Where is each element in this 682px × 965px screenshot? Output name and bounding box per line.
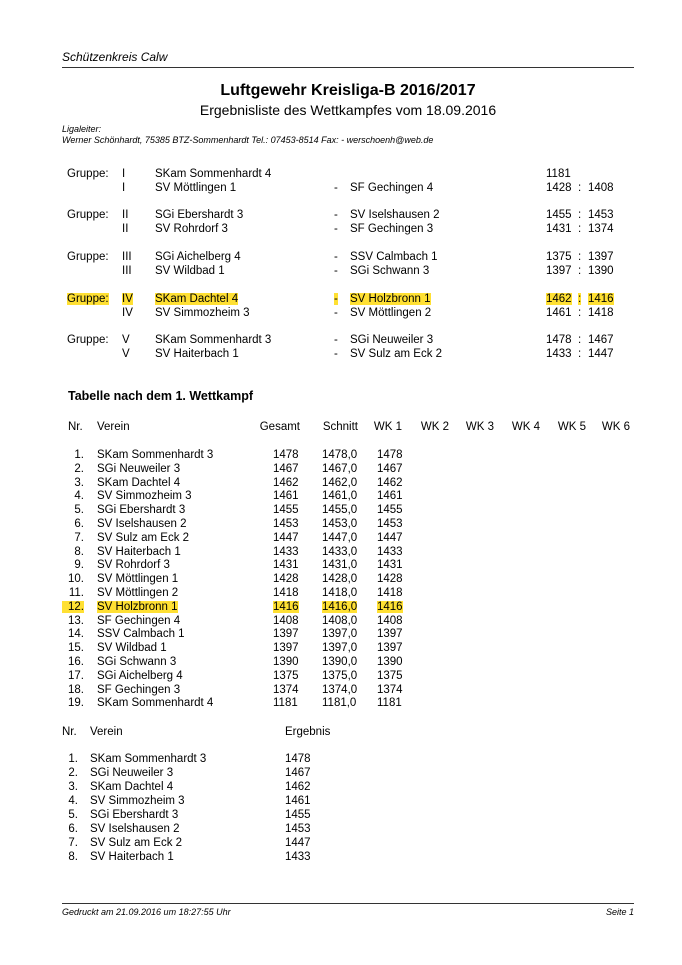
group-number: V: [122, 348, 130, 360]
average-score: 1418,0: [322, 587, 358, 599]
home-score: 1431: [546, 223, 572, 235]
page-title: Luftgewehr Kreisliga-B 2016/2017: [220, 82, 476, 99]
table1-header-cell: WK 1: [373, 421, 402, 433]
home-team: SV Haiterbach 1: [155, 348, 239, 360]
club-name: SF Gechingen 3: [97, 683, 181, 696]
total-score: 1428: [273, 573, 299, 586]
pairing-dash: -: [334, 182, 338, 194]
club-name: SV Simmozheim 3: [90, 795, 185, 807]
away-score: 1453: [588, 209, 614, 221]
club-name: SV Möttlingen 2: [97, 587, 179, 599]
pairing-dash: -: [334, 334, 338, 346]
home-team: SKam Sommenhardt 3: [155, 334, 272, 346]
average-score: 1374,0: [322, 683, 358, 696]
total-score: 1397: [273, 628, 299, 641]
score-separator: :: [578, 182, 582, 194]
rank-number: 6.: [68, 823, 78, 835]
club-name: SV Simmozheim 3: [97, 490, 192, 503]
group-number: II: [122, 223, 129, 235]
away-team: SF Gechingen 3: [350, 223, 434, 235]
result-score: 1461: [285, 795, 311, 807]
club-name: SGi Ebershardt 3: [90, 809, 179, 821]
average-score: 1428,0: [322, 573, 358, 586]
away-team: SF Gechingen 4: [350, 182, 434, 194]
away-team: SV Holzbronn 1: [350, 293, 431, 305]
home-team: SV Möttlingen 1: [155, 182, 237, 194]
away-score: 1416: [588, 293, 614, 305]
total-score: 1447: [273, 531, 299, 544]
rank-number: 16.: [68, 656, 84, 668]
average-score: 1455,0: [322, 504, 358, 517]
wk1-score: 1374: [377, 683, 403, 696]
result-score: 1467: [285, 767, 311, 779]
total-score: 1181: [273, 697, 298, 710]
average-score: 1390,0: [322, 656, 358, 668]
group-number: II: [122, 209, 129, 221]
rank-number: 17.: [68, 669, 84, 682]
home-score: 1455: [546, 209, 572, 221]
group-number: I: [122, 182, 126, 194]
rank-number: 6.: [74, 518, 84, 530]
total-score: 1455: [273, 504, 299, 517]
table1-header-cell: Nr.: [68, 421, 83, 433]
average-score: 1478,0: [322, 449, 358, 461]
wk1-score: 1418: [377, 587, 403, 599]
club-name: SF Gechingen 4: [97, 614, 181, 627]
away-score: 1408: [588, 182, 614, 194]
total-score: 1462: [273, 476, 299, 489]
wk1-score: 1433: [377, 545, 403, 558]
result-score: 1455: [285, 809, 311, 821]
total-score: 1408: [273, 614, 299, 627]
result-score: 1462: [285, 781, 311, 793]
pairing-dash: -: [334, 348, 338, 360]
printed-date: Gedruckt am 21.09.2016 um 18:27:55 Uhr: [62, 907, 231, 917]
average-score: 1447,0: [322, 531, 358, 544]
average-score: 1416,0: [322, 600, 358, 613]
total-score: 1418: [273, 587, 299, 599]
home-score: 1375: [546, 251, 572, 263]
leader-label: Ligaleiter:: [62, 124, 102, 134]
table1-header-cell: WK 6: [601, 421, 630, 433]
away-score: 1374: [588, 223, 614, 235]
club-name: SV Sulz am Eck 2: [97, 531, 190, 544]
score-separator: :: [578, 223, 582, 235]
table1-heading: Tabelle nach dem 1. Wettkampf: [68, 389, 254, 403]
pairing-dash: -: [334, 209, 338, 221]
home-score: 1428: [546, 182, 572, 194]
pairing-dash: -: [334, 307, 338, 319]
home-score: 1397: [546, 265, 572, 277]
score-separator: :: [578, 265, 582, 277]
table1-header-cell: WK 3: [465, 421, 494, 433]
table1-header-cell: WK 4: [511, 421, 540, 433]
group-number: IV: [122, 307, 133, 319]
home-score: 1478: [546, 334, 572, 346]
group-label: Gruppe:: [67, 334, 109, 346]
club-name: SGi Ebershardt 3: [97, 504, 186, 517]
average-score: 1397,0: [322, 642, 358, 655]
club-name: SGi Neuweiler 3: [97, 462, 181, 475]
club-name: SV Holzbronn 1: [97, 600, 178, 613]
home-team: SV Simmozheim 3: [155, 307, 250, 319]
rank-number: 19.: [68, 697, 84, 710]
wk1-score: 1447: [377, 531, 403, 544]
club-name: SV Iselshausen 2: [90, 823, 180, 835]
wk1-score: 1375: [377, 669, 403, 682]
home-team: SGi Aichelberg 4: [155, 251, 241, 263]
group-number: IV: [122, 293, 133, 305]
group-number: I: [122, 168, 126, 180]
home-team: SKam Sommenhardt 4: [155, 168, 272, 180]
pairing-dash: -: [334, 251, 338, 263]
club-name: SKam Sommenhardt 3: [90, 753, 207, 765]
rank-number: 2.: [74, 462, 84, 475]
wk1-score: 1461: [377, 490, 403, 503]
total-score: 1390: [273, 656, 299, 668]
away-score: 1447: [588, 348, 614, 360]
away-team: SSV Calmbach 1: [350, 251, 438, 263]
club-name: SKam Sommenhardt 4: [97, 697, 214, 710]
rank-number: 3.: [74, 476, 84, 489]
average-score: 1431,0: [322, 559, 358, 572]
score-separator: :: [578, 251, 582, 263]
wk1-score: 1428: [377, 573, 403, 586]
club-name: SGi Neuweiler 3: [90, 767, 174, 779]
home-team: SGi Ebershardt 3: [155, 209, 244, 221]
club-name: SGi Schwann 3: [97, 656, 177, 668]
org-name: Schützenkreis Calw: [62, 50, 168, 64]
rank-number: 1.: [68, 753, 78, 765]
club-name: SV Rohrdorf 3: [97, 559, 170, 572]
pairing-dash: -: [334, 293, 338, 305]
club-name: SKam Sommenhardt 3: [97, 449, 214, 461]
club-name: SGi Aichelberg 4: [97, 669, 183, 682]
away-score: 1467: [588, 334, 614, 346]
total-score: 1374: [273, 683, 299, 696]
wk1-score: 1462: [377, 476, 403, 489]
club-name: SV Wildbad 1: [97, 642, 167, 655]
home-score: 1181: [546, 168, 571, 180]
average-score: 1181,0: [322, 697, 357, 710]
average-score: 1467,0: [322, 462, 358, 475]
home-team: SV Rohrdorf 3: [155, 223, 228, 235]
wk1-score: 1397: [377, 628, 403, 641]
average-score: 1375,0: [322, 669, 358, 682]
result-score: 1447: [285, 837, 311, 849]
total-score: 1461: [273, 490, 299, 503]
away-team: SGi Schwann 3: [350, 265, 430, 277]
total-score: 1478: [273, 449, 299, 461]
club-name: SV Sulz am Eck 2: [90, 837, 183, 849]
score-separator: :: [578, 348, 582, 360]
total-score: 1453: [273, 518, 299, 530]
away-team: SGi Neuweiler 3: [350, 334, 434, 346]
group-label: Gruppe:: [67, 209, 109, 221]
rank-number: 18.: [68, 683, 84, 696]
score-separator: :: [578, 307, 582, 319]
rank-number: 7.: [68, 837, 78, 849]
away-score: 1397: [588, 251, 614, 263]
table1-header-cell: Gesamt: [259, 421, 300, 433]
rank-number: 1.: [74, 449, 84, 461]
result-score: 1478: [285, 753, 311, 765]
club-name: SV Haiterbach 1: [90, 851, 174, 863]
rank-number: 14.: [68, 628, 84, 641]
rank-number: 3.: [68, 781, 78, 793]
rank-number: 10.: [68, 573, 84, 586]
wk1-score: 1181: [377, 697, 402, 710]
club-name: SKam Dachtel 4: [97, 476, 181, 489]
group-number: III: [122, 251, 132, 263]
wk1-score: 1390: [377, 656, 403, 668]
table1-header-cell: Verein: [97, 421, 130, 433]
club-name: SSV Calmbach 1: [97, 628, 185, 641]
table2-header-cell: Verein: [90, 726, 123, 738]
home-score: 1462: [546, 293, 572, 305]
wk1-score: 1455: [377, 504, 403, 517]
rank-number: 4.: [74, 490, 84, 503]
rank-number: 9.: [74, 559, 84, 572]
wk1-score: 1453: [377, 518, 403, 530]
rank-number: 4.: [68, 795, 78, 807]
table2-header-cell: Nr.: [62, 726, 77, 738]
away-team: SV Sulz am Eck 2: [350, 348, 443, 360]
score-separator: :: [578, 334, 582, 346]
table2-header-cell: Ergebnis: [285, 726, 331, 738]
wk1-score: 1397: [377, 642, 403, 655]
away-team: SV Möttlingen 2: [350, 307, 432, 319]
wk1-score: 1478: [377, 449, 403, 461]
average-score: 1397,0: [322, 628, 358, 641]
table1-header-cell: WK 5: [557, 421, 586, 433]
score-separator: :: [578, 209, 582, 221]
page-subtitle: Ergebnisliste des Wettkampfes vom 18.09.2016: [199, 102, 497, 118]
rank-number: 2.: [68, 767, 78, 779]
group-number: III: [122, 265, 132, 277]
wk1-score: 1467: [377, 462, 403, 475]
home-score: 1433: [546, 348, 572, 360]
club-name: SV Iselshausen 2: [97, 518, 187, 530]
group-label: Gruppe:: [67, 251, 109, 263]
average-score: 1462,0: [322, 476, 358, 489]
total-score: 1397: [273, 642, 299, 655]
wk1-score: 1408: [377, 614, 403, 627]
total-score: 1431: [273, 559, 299, 572]
result-score: 1453: [285, 823, 311, 835]
total-score: 1433: [273, 545, 299, 558]
score-separator: :: [578, 293, 582, 305]
group-number: V: [122, 334, 130, 346]
wk1-score: 1431: [377, 559, 403, 572]
pairing-dash: -: [334, 265, 338, 277]
club-name: SV Haiterbach 1: [97, 545, 181, 558]
average-score: 1461,0: [322, 490, 358, 503]
average-score: 1453,0: [322, 518, 358, 530]
home-team: SKam Dachtel 4: [155, 293, 239, 305]
away-score: 1418: [588, 307, 614, 319]
page-number: Seite 1: [605, 907, 634, 917]
rank-number: 5.: [68, 809, 78, 821]
away-team: SV Iselshausen 2: [350, 209, 440, 221]
table1-header-cell: Schnitt: [322, 421, 358, 433]
rank-number: 13.: [68, 614, 84, 627]
club-name: SKam Dachtel 4: [90, 781, 174, 793]
rank-number: 8.: [74, 545, 84, 558]
group-label: Gruppe:: [67, 293, 109, 305]
pairing-dash: -: [334, 223, 338, 235]
table1-header-cell: WK 2: [420, 421, 449, 433]
header-rule: [62, 67, 634, 68]
rank-number: 7.: [74, 531, 84, 544]
club-name: SV Möttlingen 1: [97, 573, 179, 586]
rank-number: 5.: [74, 504, 84, 517]
total-score: 1375: [273, 669, 299, 682]
total-score: 1467: [273, 462, 299, 475]
wk1-score: 1416: [377, 600, 403, 613]
rank-number: 12.: [62, 601, 84, 613]
total-score: 1416: [273, 600, 299, 613]
rank-number: 8.: [68, 851, 78, 863]
group-label: Gruppe:: [67, 168, 109, 180]
home-team: SV Wildbad 1: [155, 265, 225, 277]
away-score: 1390: [588, 265, 614, 277]
average-score: 1433,0: [322, 545, 358, 558]
rank-number: 15.: [68, 642, 84, 655]
home-score: 1461: [546, 307, 572, 319]
footer-rule: [62, 903, 634, 904]
result-score: 1433: [285, 851, 311, 863]
average-score: 1408,0: [322, 614, 358, 627]
rank-number: 11.: [68, 587, 84, 599]
leader-contact: Werner Schönhardt, 75385 BTZ-Sommenhardt Tel.: 07453-8514 Fax: - werschoenh@web.de: [62, 135, 434, 145]
